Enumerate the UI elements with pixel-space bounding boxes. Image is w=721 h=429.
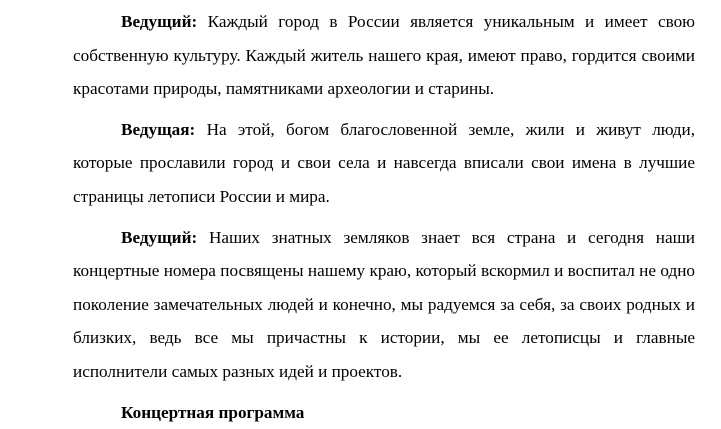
document-page	[73, 0, 695, 429]
dialogue-paragraph-3	[73, 221, 695, 389]
dialogue-text: Каждый город в России является уникальным и имеет свою собственную культуру. Каждый житель нашего края, имеют право, гордится своими красотами природы, памятниками археологии и старины.	[73, 12, 696, 99]
dialogue-paragraph-2	[73, 113, 695, 214]
speaker-label: Ведущая:	[121, 119, 196, 139]
speaker-label: Ведущий:	[121, 12, 198, 31]
dialogue-text: Наших знатных земляков знает вся страна и сегодня наши концертные номера посвящены нашему краю, который вскормил и воспитал не одно поколение замечательных людей и конечно, мы радуемся за себя, за своих родных и близких, ведь все мы причастны к истории, мы ее летописцы и главные исполнители самых разных идей и проектов.	[73, 227, 696, 381]
dialogue-paragraph-1	[73, 5, 695, 106]
speaker-label: Ведущий:	[121, 227, 198, 247]
dialogue-text: На этой, богом благословенной земле, жили и живут люди, которые прославили город и свои села и навсегда вписали свои имена в лучшие страницы летописи России и мира.	[73, 119, 696, 206]
section-heading: Концертная программа	[121, 402, 305, 422]
